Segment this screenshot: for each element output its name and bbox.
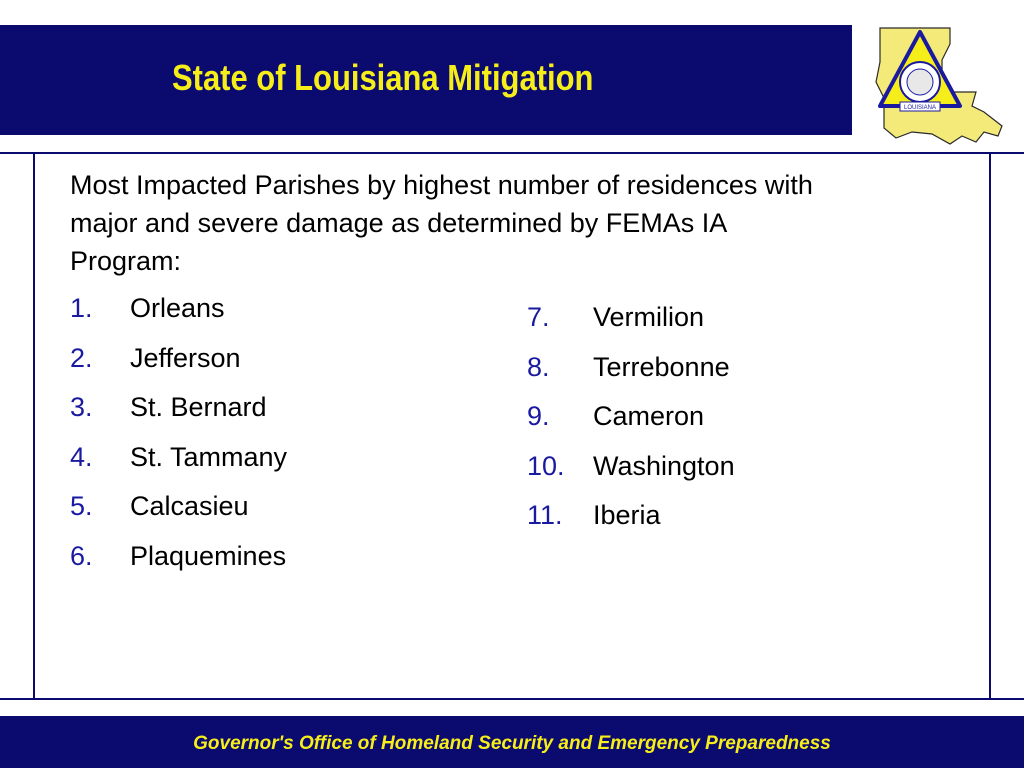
content-bottom-rule [0, 698, 1024, 700]
footer-text: Governor's Office of Homeland Security and Emergency Preparedness [193, 733, 831, 754]
list-item-number: 2. [70, 342, 93, 373]
list-item [70, 284, 287, 334]
list-item-number: 6. [70, 540, 93, 571]
list-item-number: 3. [70, 392, 93, 423]
list-item [70, 334, 287, 384]
list-item-name: St. Tammany [130, 441, 288, 472]
list-item-name: Terrebonne [593, 351, 730, 382]
logo-label: LOUISIANA [903, 105, 937, 111]
list-item-name: Washington [593, 450, 735, 481]
list-item-number: 5. [70, 491, 93, 522]
slide-title: State of Louisiana Mitigation [172, 57, 594, 98]
list-item-name: Calcasieu [130, 491, 249, 522]
list-item-name: Iberia [593, 500, 661, 531]
list-item-name: Jefferson [130, 342, 241, 373]
list-item [527, 442, 735, 492]
list-item [70, 482, 287, 532]
parish-list-left [70, 284, 287, 581]
list-item-number: 10. [527, 450, 565, 481]
list-item-name: Vermilion [593, 302, 705, 333]
list-item [70, 383, 287, 433]
list-item-number: 9. [527, 401, 550, 432]
list-item-number: 7. [527, 302, 550, 333]
list-item [70, 433, 287, 483]
list-item-number: 8. [527, 351, 550, 382]
louisiana-state-seal-logo [872, 22, 1008, 152]
parish-list-right [527, 293, 735, 541]
list-item [527, 293, 735, 343]
list-item-number: 11. [527, 500, 563, 531]
list-item [527, 491, 735, 541]
list-item-number: 4. [70, 441, 93, 472]
list-item-name: St. Bernard [130, 392, 267, 423]
list-item-name: Cameron [593, 401, 705, 432]
content-top-rule [0, 152, 1024, 154]
intro-text: Most Impacted Parishes by highest number of residences with major and severe damage as determined by FEMAs IA Program: [70, 170, 813, 276]
content-right-rule [989, 154, 991, 699]
list-item-name: Plaquemines [130, 540, 287, 571]
list-item [70, 532, 287, 582]
list-item-name: Orleans [130, 293, 225, 324]
content-left-rule [33, 154, 35, 699]
list-item [527, 343, 735, 393]
list-item [527, 392, 735, 442]
list-item-number: 1. [70, 293, 93, 324]
